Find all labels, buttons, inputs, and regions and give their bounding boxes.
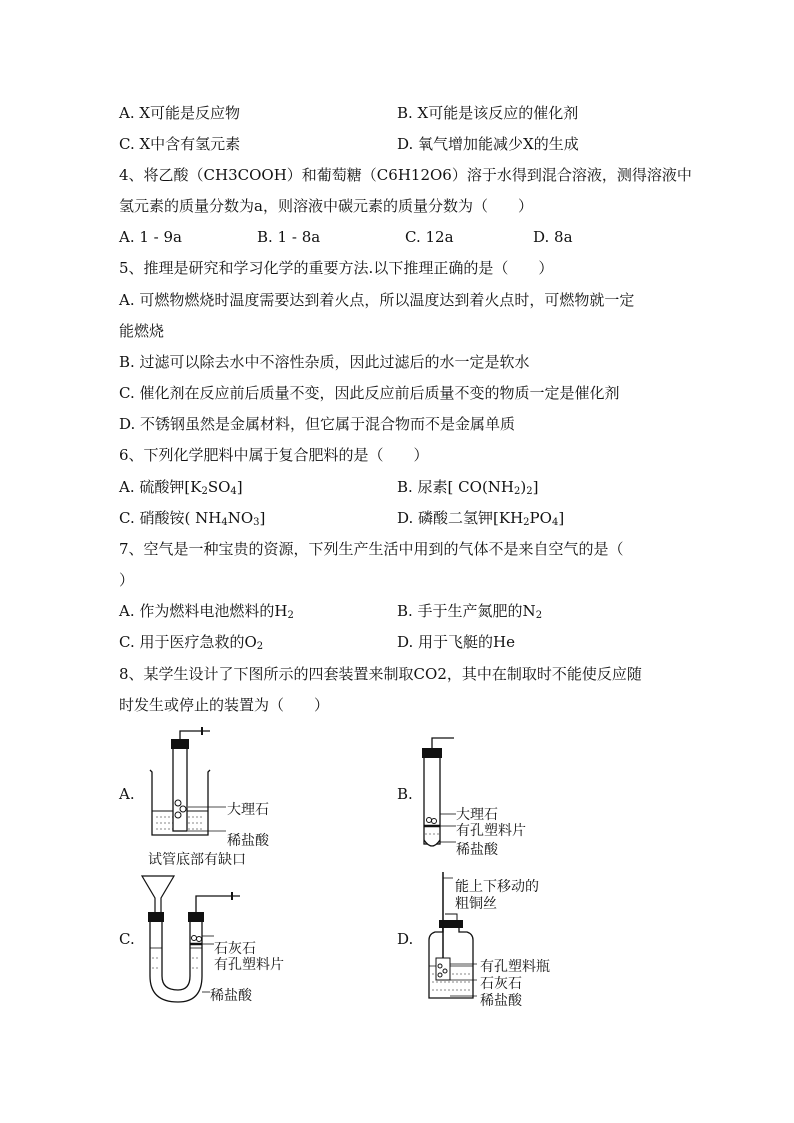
figure-c-label-plate: 有孔塑料片 bbox=[214, 957, 284, 973]
q5-option-a-line1: A. 可燃物燃烧时温度需要达到着火点，所以温度达到着火点时，可燃物就一定 bbox=[119, 291, 635, 309]
q5-option-d: D. 不锈钢虽然是金属材料，但它属于混合物而不是金属单质 bbox=[119, 415, 516, 433]
figure-b-letter: B. bbox=[397, 785, 413, 803]
figure-d-label-wire2: 粗铜丝 bbox=[455, 896, 497, 912]
q4-stem-line2: 氢元素的质量分数为a，则溶液中碳元素的质量分数为（ ） bbox=[119, 197, 533, 215]
figure-a-label-acid: 稀盐酸 bbox=[227, 833, 269, 849]
figure-b-label-plate: 有孔塑料片 bbox=[456, 823, 526, 839]
q5-option-a-line2: 能燃烧 bbox=[119, 322, 165, 340]
figure-a-label-marble: 大理石 bbox=[227, 802, 269, 818]
figure-d-label-limestone: 石灰石 bbox=[480, 976, 522, 992]
figure-a-label-note: 试管底部有缺口 bbox=[148, 852, 246, 868]
q3-option-b: B. X可能是该反应的催化剂 bbox=[397, 104, 579, 122]
figure-d-label-acid: 稀盐酸 bbox=[480, 993, 522, 1009]
q7-stem-line1: 7、空气是一种宝贵的资源，下列生产生活中用到的气体不是来自空气的是（ bbox=[119, 540, 624, 558]
q3-option-d: D. 氧气增加能减少X的生成 bbox=[397, 135, 579, 153]
q6-option-a: A. 硫酸钾$[K_2SO_4]$ bbox=[119, 478, 243, 497]
figure-a-letter: A. bbox=[119, 785, 135, 803]
q4-option-d: D. 8a bbox=[533, 228, 573, 246]
q7-option-b: B. 手于生产氮肥的$N_2$ bbox=[397, 602, 543, 621]
figure-b-label-acid: 稀盐酸 bbox=[456, 842, 498, 858]
q6-option-b: B. 尿素[ $CO(NH_2)_2$] bbox=[397, 478, 539, 497]
q8-stem-line1: 8、某学生设计了下图所示的四套装置来制取CO2，其中在制取时不能使反应随 bbox=[119, 665, 642, 683]
q7-stem-line2: ） bbox=[119, 571, 135, 589]
q6-option-d: D. 磷酸二氢钾$[KH_2PO_4]$ bbox=[397, 509, 565, 528]
q4-option-a: A. 1 - 9a bbox=[119, 228, 183, 246]
q4-stem-line1: 4、将乙酸（CH3COOH）和葡萄糖（C6H12O6）溶于水得到混合溶液，测得溶液中 bbox=[119, 166, 692, 184]
q8-stem-line2: 时发生或停止的装置为（ ） bbox=[119, 696, 330, 714]
q3-option-a: A. X可能是反应物 bbox=[119, 104, 241, 122]
figure-c-label-limestone: 石灰石 bbox=[214, 941, 256, 957]
figure-b-label-marble: 大理石 bbox=[456, 807, 498, 823]
figure-d-letter: D. bbox=[397, 930, 414, 948]
figure-c-label-acid: 稀盐酸 bbox=[210, 988, 252, 1004]
q4-option-c: C. 12a bbox=[405, 228, 454, 246]
q5-stem: 5、推理是研究和学习化学的重要方法.以下推理正确的是（ ） bbox=[119, 259, 554, 277]
figure-c-letter: C. bbox=[119, 930, 135, 948]
q5-option-c: C. 催化剂在反应前后质量不变，因此反应前后质量不变的物质一定是催化剂 bbox=[119, 384, 620, 402]
q4-option-b: B. 1 - 8a bbox=[257, 228, 321, 246]
q6-option-c: C. 硝酸铵( $NH_4NO_3$] bbox=[119, 509, 266, 528]
q5-option-b: B. 过滤可以除去水中不溶性杂质，因此过滤后的水一定是软水 bbox=[119, 353, 530, 371]
q7-option-a: A. 作为燃料电池燃料的$H_2$ bbox=[119, 602, 294, 621]
q3-option-c: C. X中含有氢元素 bbox=[119, 135, 241, 153]
figure-d-label-bottle: 有孔塑料瓶 bbox=[480, 959, 550, 975]
q7-option-c: C. 用于医疗急救的$O_2$ bbox=[119, 633, 264, 652]
q7-option-d: D. 用于飞艇的He bbox=[397, 633, 515, 651]
q6-stem: 6、下列化学肥料中属于复合肥料的是（ ） bbox=[119, 446, 429, 464]
figure-d-label-wire1: 能上下移动的 bbox=[455, 879, 539, 895]
